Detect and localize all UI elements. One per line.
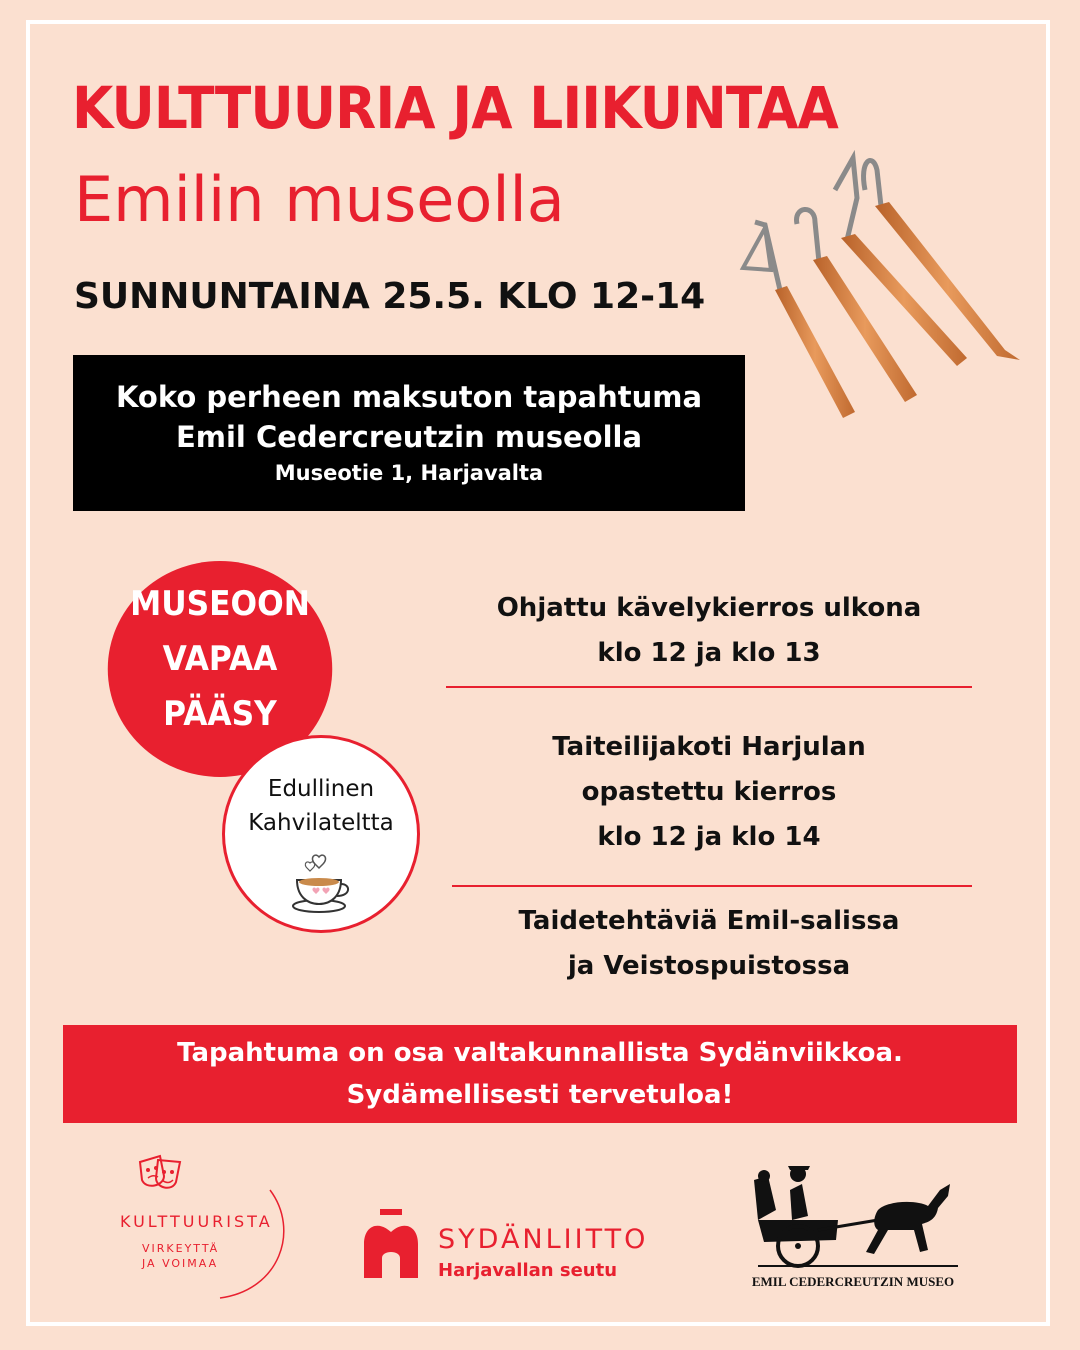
horse-carriage-icon	[728, 1150, 978, 1270]
museum-word: EMIL CEDERCREUTZIN MUSEO	[751, 1274, 955, 1289]
sydanliitto-sub: Harjavallan seutu	[438, 1260, 618, 1281]
free-entry-line-3: PÄÄSY	[163, 694, 277, 734]
museum-logo	[728, 1150, 978, 1300]
activity-3-line-1: Taidetehtäviä Emil-salissa	[518, 906, 900, 936]
kulttuurista-sub	[142, 1241, 219, 1271]
kulttuurista-logo	[110, 1150, 300, 1300]
activity-2-line-3: klo 12 ja klo 14	[597, 822, 821, 852]
divider-2	[452, 885, 972, 887]
heart-house-icon	[358, 1208, 424, 1288]
activity-harjula-tour	[446, 725, 972, 860]
sydanliitto-word: SYDÄNLIITTO	[438, 1224, 649, 1255]
info-line-2: Emil Cedercreutzin museolla	[175, 420, 643, 454]
kulttuurista-sub-1: VIRKEYTTÄ	[142, 1242, 220, 1255]
activity-2-line-2: opastettu kierros	[581, 777, 837, 807]
cafe-badge	[222, 735, 420, 933]
tool-1	[743, 222, 855, 418]
info-line-1: Koko perheen maksuton tapahtuma	[115, 380, 703, 414]
cafe-line-1: Edullinen	[267, 776, 375, 802]
sydanliitto-logo	[358, 1208, 678, 1288]
activity-3-line-2: ja Veistospuistossa	[567, 951, 851, 981]
kulttuurista-word: KULTTUURISTA	[120, 1212, 273, 1231]
page-subtitle: Emilin museolla	[74, 163, 565, 236]
coffee-cup-icon	[285, 844, 357, 916]
activity-1-line-1: Ohjattu kävelykierros ulkona	[496, 593, 922, 623]
banner-line-1: Tapahtuma on osa valtakunnallista Sydänviikkoa.	[177, 1038, 903, 1068]
free-entry-line-1: MUSEOON	[130, 584, 310, 624]
event-date: SUNNUNTAINA 25.5. KLO 12-14	[74, 276, 706, 317]
divider-1	[446, 686, 972, 688]
info-address: Museotie 1, Harjavalta	[274, 461, 544, 485]
sydanviikko-banner	[63, 1025, 1017, 1123]
activity-1-line-2: klo 12 ja klo 13	[597, 638, 821, 668]
event-info-box	[73, 355, 745, 511]
cafe-line-2: Kahvilateltta	[248, 810, 394, 836]
activity-walking-tour	[446, 586, 972, 676]
activity-2-line-1: Taiteilijakoti Harjulan	[552, 732, 866, 762]
activity-art-tasks	[446, 899, 972, 989]
page-title: KULTTUURIA JA LIIKUNTAA	[72, 74, 838, 142]
sculpting-tools-illustration	[735, 150, 1035, 440]
kulttuurista-sub-2: JA VOIMAA	[142, 1257, 219, 1270]
tool-3	[835, 158, 967, 366]
banner-line-2: Sydämellisesti tervetuloa!	[346, 1080, 734, 1110]
free-entry-line-2: VAPAA	[162, 639, 278, 679]
